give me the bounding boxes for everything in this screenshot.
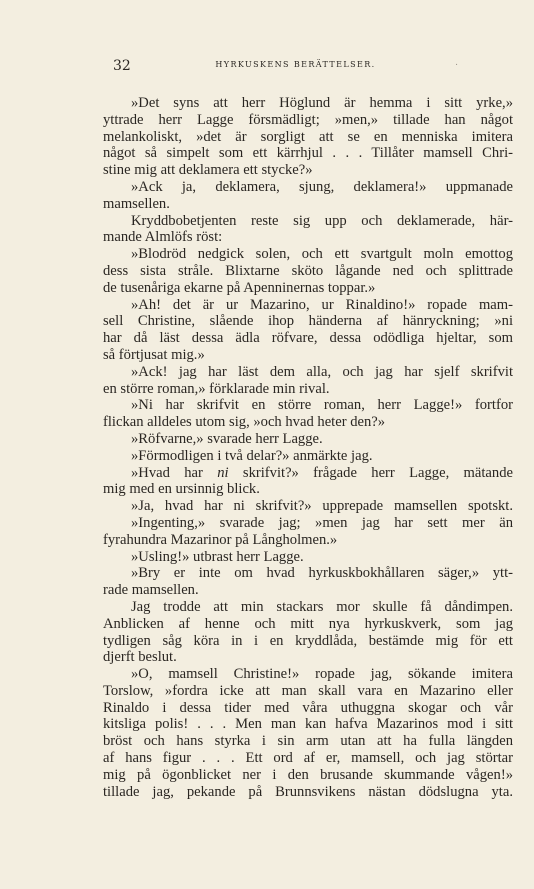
text-line: dess sista stråle. Blixtarne sköto lågande ned och splittrade [103, 262, 513, 279]
stray-mark: . [455, 58, 458, 68]
text-line: »Ack ja, deklamera, sjung, deklamera!» uppmanade [131, 178, 513, 195]
text-line: »Förmodligen i två delar?» anmärkte jag. [131, 447, 373, 464]
text-line: Torslow, »fordra icke att man skall vara en Mazarino eller [103, 682, 513, 699]
text-line: de tusenåriga ekarne på Apenninernas toppar.» [103, 279, 376, 296]
text-line: »Blodröd nedgick solen, och ett svartgult moln emottog [131, 246, 513, 263]
text-line: mamsellen. [103, 195, 170, 212]
text-line: »Ingenting,» svarade jag; »men jag har sett mer än [131, 514, 513, 531]
text-segment: skrifvit?» frågade herr Lagge, mätande [228, 464, 513, 481]
text-line: en större roman,» förklarade min rival. [103, 380, 330, 397]
text-line [103, 465, 513, 482]
text-line: tydligen såg köra in i en kryddlåda, bestämde mig för ett [103, 632, 513, 649]
text-line: »O, mamsell Christine!» ropade jag, sökande imitera [131, 666, 513, 683]
text-line: bröst och hans styrka i sin arm utan att ha fulla längden [103, 733, 513, 750]
text-line: flickan alldeles utom sig, »och hvad heter den?» [103, 414, 386, 431]
text-line: rade mamsellen. [103, 582, 199, 599]
text-line: »Usling!» utbrast herr Lagge. [131, 548, 304, 565]
text-line: Kryddbobetjenten reste sig upp och deklamerade, här- [131, 212, 513, 229]
text-line: »Ack! jag har läst dem alla, och jag har sjelf skrifvit [131, 363, 513, 380]
running-title: HYRKUSKENS BERÄTTELSER. [215, 60, 376, 69]
text-line: »Röfvarne,» svarade herr Lagge. [131, 430, 323, 447]
text-line: stine mig att deklamera ett stycke?» [103, 162, 313, 179]
text-line: djerft beslut. [103, 649, 177, 666]
text-line: melankoliskt, »det är sorgligt att se en menniska imitera [103, 128, 513, 145]
page-header [105, 58, 486, 76]
text-line: »Ni har skrifvit en större roman, herr Lagge!» fortfor [131, 397, 513, 414]
text-line: »Det syns att herr Höglund är hemma i sitt yrke,» [131, 95, 513, 111]
text-line: »Ah! det är ur Mazarino, ur Rinaldino!» ropade mam- [131, 296, 513, 313]
body-text [103, 95, 513, 800]
text-line: mande Almlöfs röst: [103, 229, 223, 246]
text-line: Jag trodde att min stackars mor skulle få dåndimpen. [131, 598, 513, 615]
text-line: sell Christine, slående ihop händerna af hänryckning; »ni [103, 313, 513, 330]
text-segment: »Hvad har [131, 464, 218, 481]
text-line: »Ja, hvad har ni skrifvit?» upprepade mamsellen spotskt. [131, 498, 513, 515]
text-line: har då läst dessa ädla röfvare, dessa odödliga hjeltar, som [103, 330, 513, 347]
text-line: af hans figur . . . Ett ord af er, mamsell, och jag störtar [103, 750, 513, 767]
italic-word: ni [217, 464, 229, 481]
text-line: Rinaldo i dessa tider med våra uthuggna skogar och vår [103, 699, 513, 716]
text-line: kitsliga polis! . . . Men man kan hafva Mazarinos mod i sitt [103, 716, 513, 733]
text-line: fyrahundra Mazarinor på Långholmen.» [103, 531, 338, 548]
text-line: mig på ögonblicket ner i den brusande skummande vågen!» [103, 766, 513, 783]
text-line: »Bry er inte om hvad hyrkuskbokhållaren säger,» ytt- [131, 565, 513, 582]
text-line: yttrade herr Lagge försmädligt; »men,» tillade han något [103, 111, 513, 128]
page-number: 32 [113, 58, 131, 74]
text-line: något så simpelt som ett kärrhjul . . . Tillåter mamsell Chri- [103, 145, 513, 162]
text-line: så förtjusat mig.» [103, 346, 205, 363]
text-line: tillade jag, pekande på Brunnsvikens nästan dödslugna yta. [103, 783, 513, 800]
text-line: Anblicken af henne och mitt nya hyrkuskverk, som jag [103, 615, 513, 632]
text-line: mig med en ursinnig blick. [103, 481, 260, 498]
